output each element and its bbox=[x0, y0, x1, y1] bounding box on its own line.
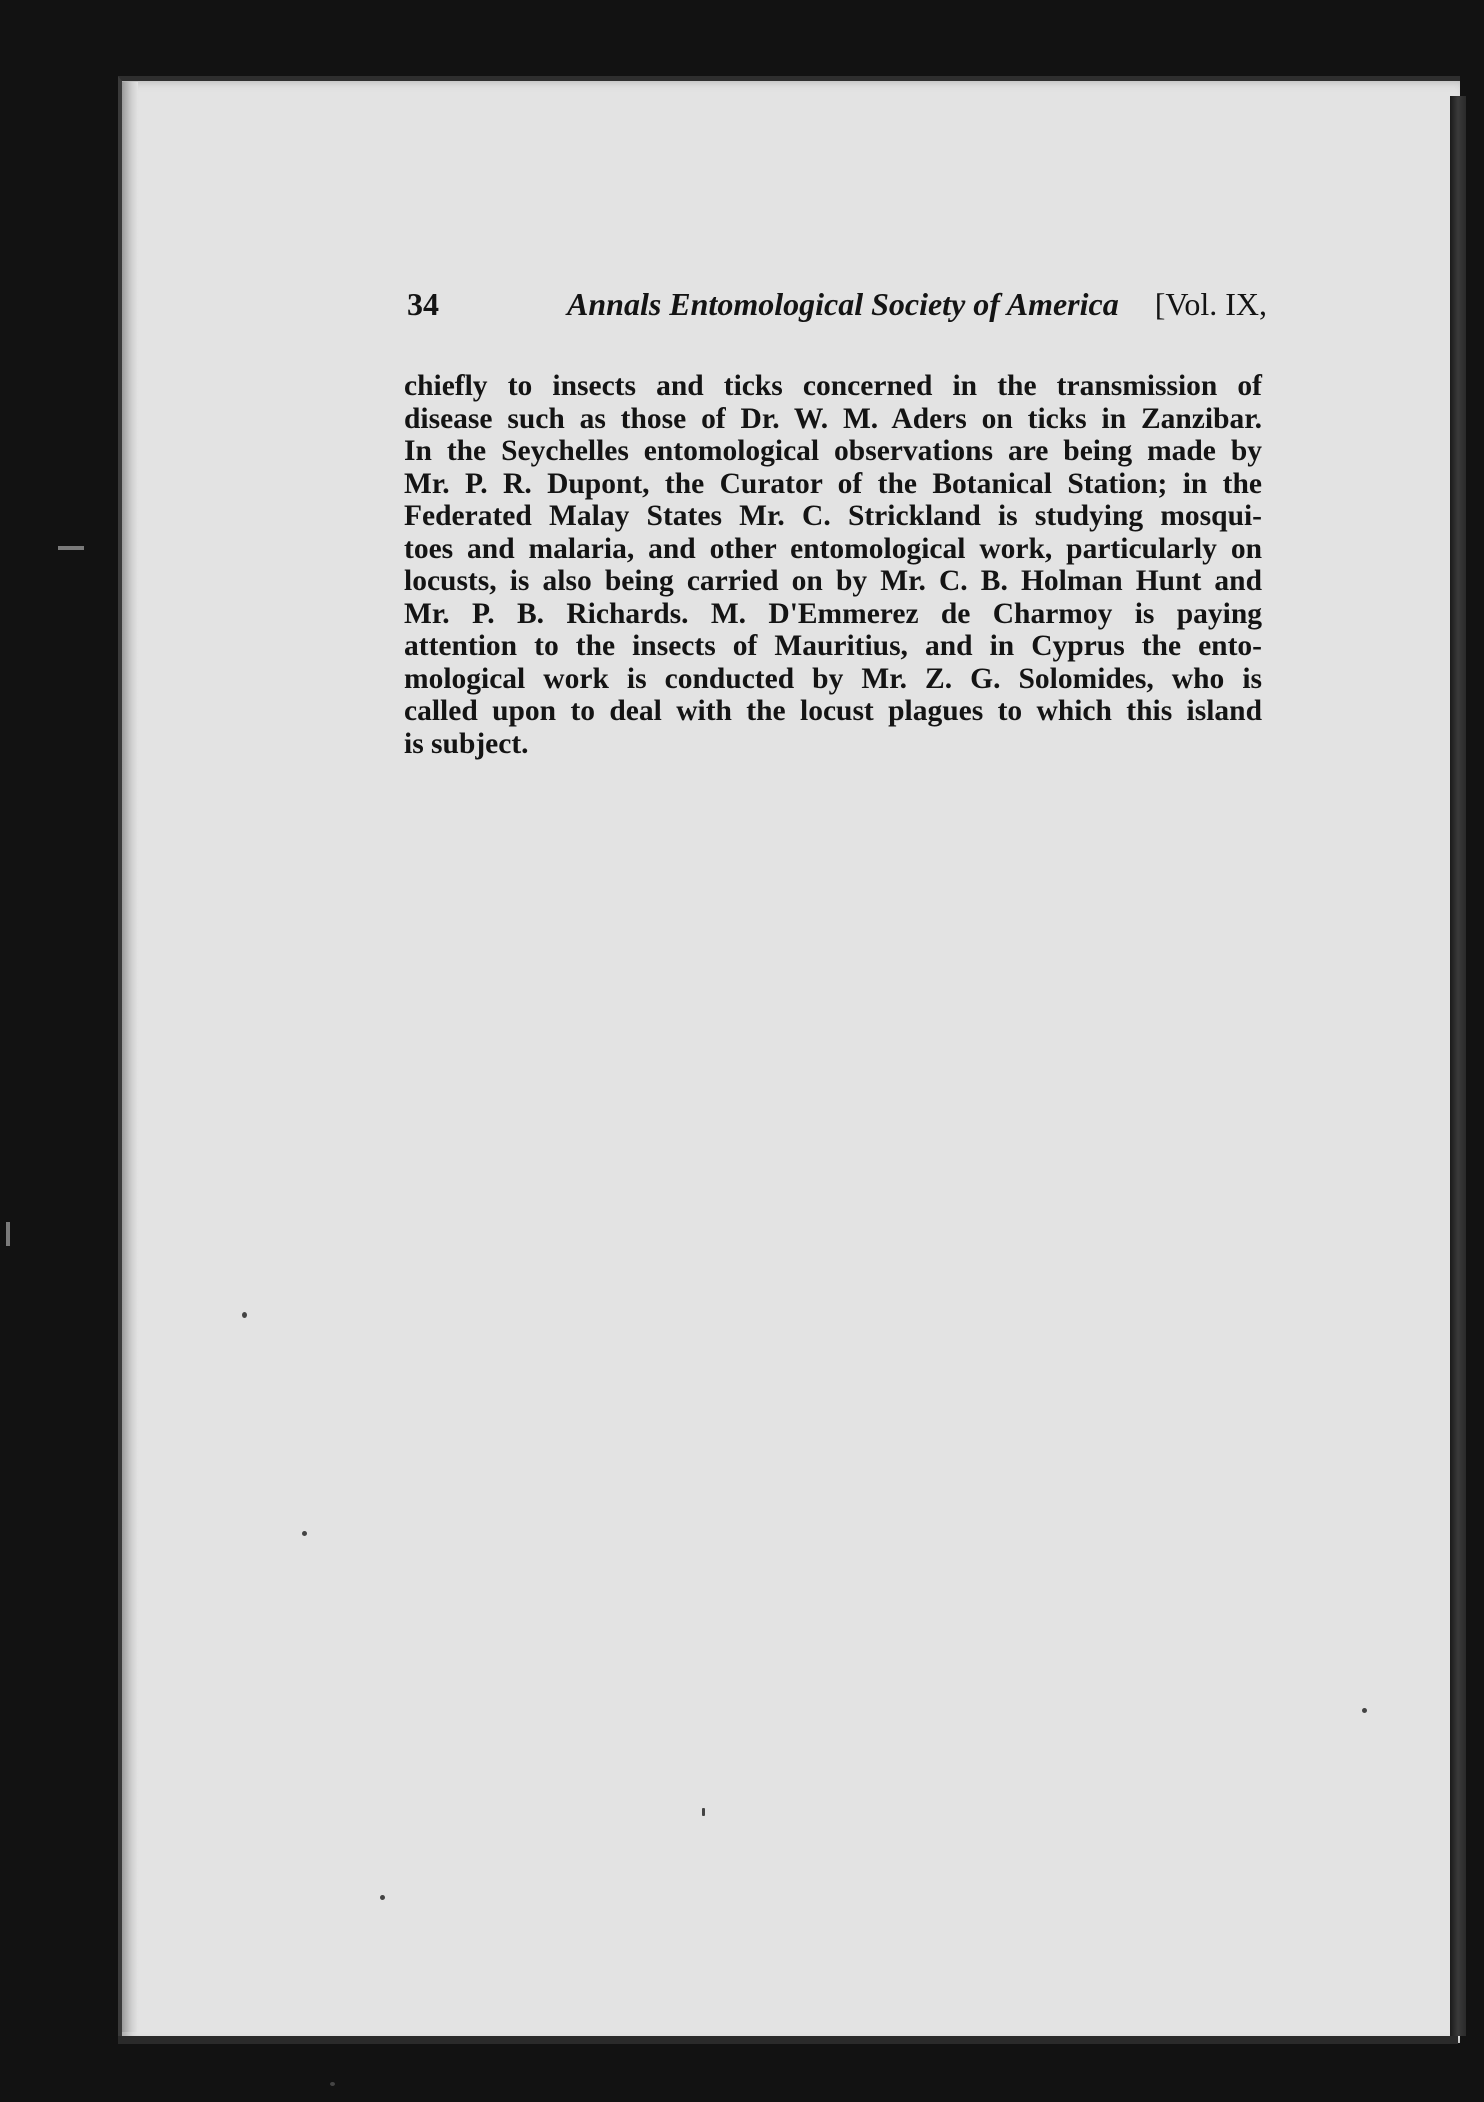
dust-speck bbox=[702, 1808, 705, 1816]
body-paragraph bbox=[404, 370, 1262, 760]
text-line: Mr. P. B. Richards. M. D'Emmerez de Charmoy is paying bbox=[404, 597, 1262, 630]
text-line: disease such as those of Dr. W. M. Aders on ticks in Zanzibar. bbox=[404, 402, 1262, 435]
dust-speck bbox=[380, 1895, 385, 1900]
facing-page-edge bbox=[1450, 96, 1466, 2036]
text-line: attention to the insects of Mauritius, and in Cyprus the ento- bbox=[404, 630, 1262, 662]
text-line-last: is subject. bbox=[404, 727, 529, 760]
text-line: mological work is conducted by Mr. Z. G. Solomides, who is bbox=[404, 662, 1262, 695]
dust-speck bbox=[302, 1531, 307, 1536]
page-gutter-shadow bbox=[122, 82, 138, 2032]
text-line: locusts, is also being carried on by Mr. C. B. Holman Hunt and bbox=[404, 565, 1262, 597]
dust-speck bbox=[330, 2082, 335, 2086]
scan-artifact bbox=[6, 1222, 10, 1246]
running-header bbox=[407, 286, 1267, 336]
text-line: Mr. P. R. Dupont, the Curator of the Botanical Station; in the bbox=[404, 467, 1262, 500]
dust-speck bbox=[1362, 1708, 1367, 1713]
text-line: chiefly to insects and ticks concerned in the transmission of bbox=[404, 370, 1262, 402]
dust-speck bbox=[242, 1312, 247, 1318]
text-line: Federated Malay States Mr. C. Strickland is studying mosqui- bbox=[404, 500, 1262, 532]
journal-title: Annals Entomological Society of America bbox=[567, 286, 1119, 322]
page-bottom-edge bbox=[118, 2036, 1458, 2044]
page-number: 34 bbox=[407, 286, 439, 322]
text-line: In the Seychelles entomological observations are being made by bbox=[404, 435, 1262, 467]
text-line: toes and malaria, and other entomological work, particularly on bbox=[404, 532, 1262, 565]
volume-label: [Vol. IX, bbox=[1154, 286, 1267, 322]
scan-artifact bbox=[58, 546, 84, 550]
text-line: called upon to deal with the locust plagues to which this island bbox=[404, 695, 1262, 727]
